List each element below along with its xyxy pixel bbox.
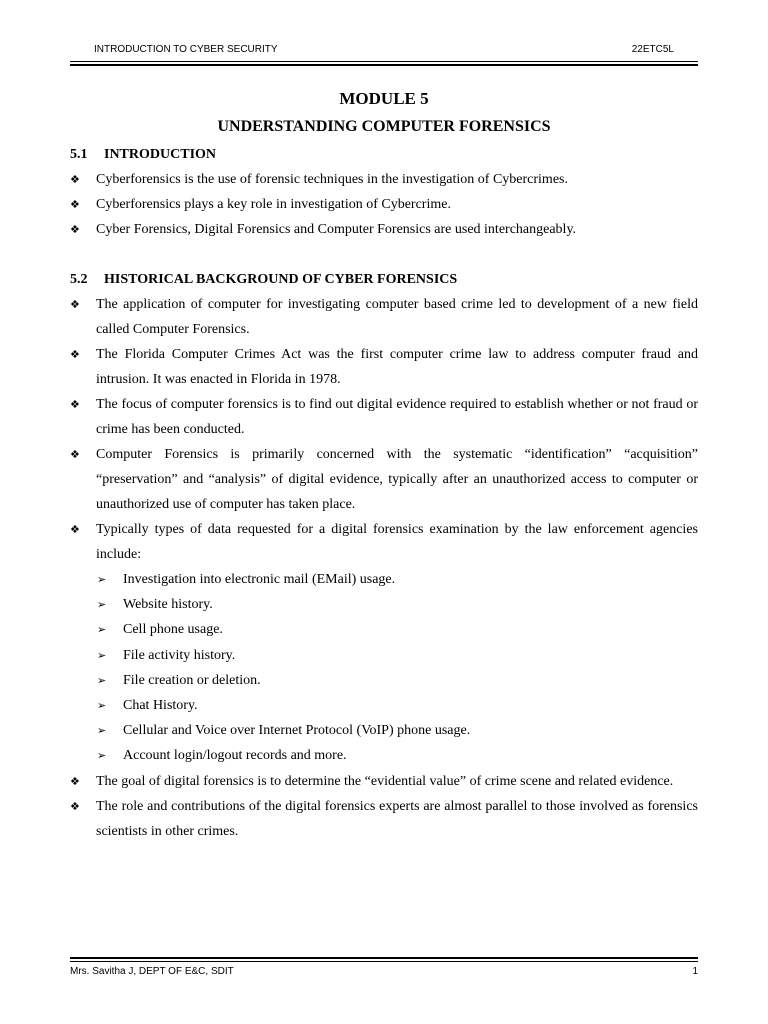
diamond-bullet-icon: ❖ xyxy=(70,799,80,813)
header-rule xyxy=(70,61,698,62)
course-title: INTRODUCTION TO CYBER SECURITY xyxy=(94,44,278,55)
section-number: 5.1 xyxy=(70,147,88,162)
sub-list-item: ➢ Investigation into electronic mail (EMail) usage. xyxy=(70,567,698,592)
arrow-bullet-icon: ➢ xyxy=(97,573,107,586)
arrow-bullet-icon: ➢ xyxy=(97,749,107,763)
page-footer xyxy=(70,966,698,977)
list-item: ❖ Cyberforensics is the use of forensic techniques in the investigation of Cybercrimes. xyxy=(70,167,698,192)
arrow-bullet-icon: ➢ xyxy=(97,648,107,662)
section-title: INTRODUCTION xyxy=(104,147,217,162)
header-rule-thick xyxy=(70,64,698,66)
sub-list-item: ➢ Cellular and Voice over Internet Protocol (VoIP) phone usage. xyxy=(70,718,698,743)
arrow-bullet-icon: ➢ xyxy=(97,699,107,713)
arrow-bullet-icon: ➢ xyxy=(97,724,107,738)
page-body xyxy=(70,86,698,844)
list-item: ❖ The application of computer for investigating computer based crime led to development of a new field called Computer Forensics. xyxy=(70,292,698,342)
course-code: 22ETC5L xyxy=(631,44,674,55)
diamond-bullet-icon: ❖ xyxy=(70,198,80,211)
history-bullet-list xyxy=(70,292,698,844)
sub-list-item: ➢ Chat History. xyxy=(70,693,698,718)
sub-list-item: ➢ Cell phone usage. xyxy=(70,617,698,642)
module-subtitle: UNDERSTANDING COMPUTER FORENSICS xyxy=(217,118,551,135)
arrow-bullet-icon: ➢ xyxy=(97,673,107,687)
module-title: MODULE 5 xyxy=(339,89,429,108)
sub-list-item: ➢ File creation or deletion. xyxy=(70,668,698,693)
author-line: Mrs. Savitha J, DEPT OF E&C, SDIT xyxy=(70,966,234,977)
list-item: ❖ The Florida Computer Crimes Act was the first computer crime law to address computer fraud and intrusion. It was enacted in Florida in 1978. xyxy=(70,342,698,392)
sub-list-item: ➢ Account login/logout records and more. xyxy=(70,743,698,768)
list-item: ❖ Cyberforensics plays a key role in investigation of Cybercrime. xyxy=(70,192,698,217)
diamond-bullet-icon: ❖ xyxy=(70,348,80,361)
list-item: ❖ Computer Forensics is primarily concerned with the systematic “identification” “acquisition” “preservation” and “analysis” of digital evidence, typically after an unauthorized access to computer or unauthorized use of computer has taken place. xyxy=(70,442,698,517)
list-item: ❖ Typically types of data requested for a digital forensics examination by the law enforcement agencies include: xyxy=(70,517,698,567)
section-number: 5.2 xyxy=(70,272,88,287)
diamond-bullet-icon: ❖ xyxy=(70,448,80,461)
intro-bullet-list xyxy=(70,167,698,242)
list-item: ❖ The role and contributions of the digital forensics experts are almost parallel to those involved as forensics scientists in other crimes. xyxy=(70,794,698,844)
list-item: ❖ The goal of digital forensics is to determine the “evidential value” of crime scene and related evidence. xyxy=(70,769,698,794)
page-header xyxy=(70,44,698,55)
list-item: ❖ The focus of computer forensics is to find out digital evidence required to establish whether or not fraud or crime has been conducted. xyxy=(70,392,698,442)
diamond-bullet-icon: ❖ xyxy=(70,298,80,311)
diamond-bullet-icon: ❖ xyxy=(70,173,80,186)
diamond-bullet-icon: ❖ xyxy=(70,774,80,788)
diamond-bullet-icon: ❖ xyxy=(70,523,80,536)
arrow-bullet-icon: ➢ xyxy=(97,598,107,612)
diamond-bullet-icon: ❖ xyxy=(70,223,80,236)
section-title: HISTORICAL BACKGROUND OF CYBER FORENSICS xyxy=(104,272,458,287)
arrow-bullet-icon: ➢ xyxy=(97,623,107,637)
section-heading-5-2 xyxy=(70,267,698,292)
page-number: 1 xyxy=(692,966,698,977)
footer-rule-thick xyxy=(70,957,698,959)
list-item: ❖ Cyber Forensics, Digital Forensics and Computer Forensics are used interchangeably. xyxy=(70,217,698,242)
section-heading-5-1 xyxy=(70,142,698,167)
diamond-bullet-icon: ❖ xyxy=(70,398,80,411)
footer-rule xyxy=(70,961,698,962)
sub-list-item: ➢ File activity history. xyxy=(70,643,698,668)
sub-list-item: ➢ Website history. xyxy=(70,592,698,617)
